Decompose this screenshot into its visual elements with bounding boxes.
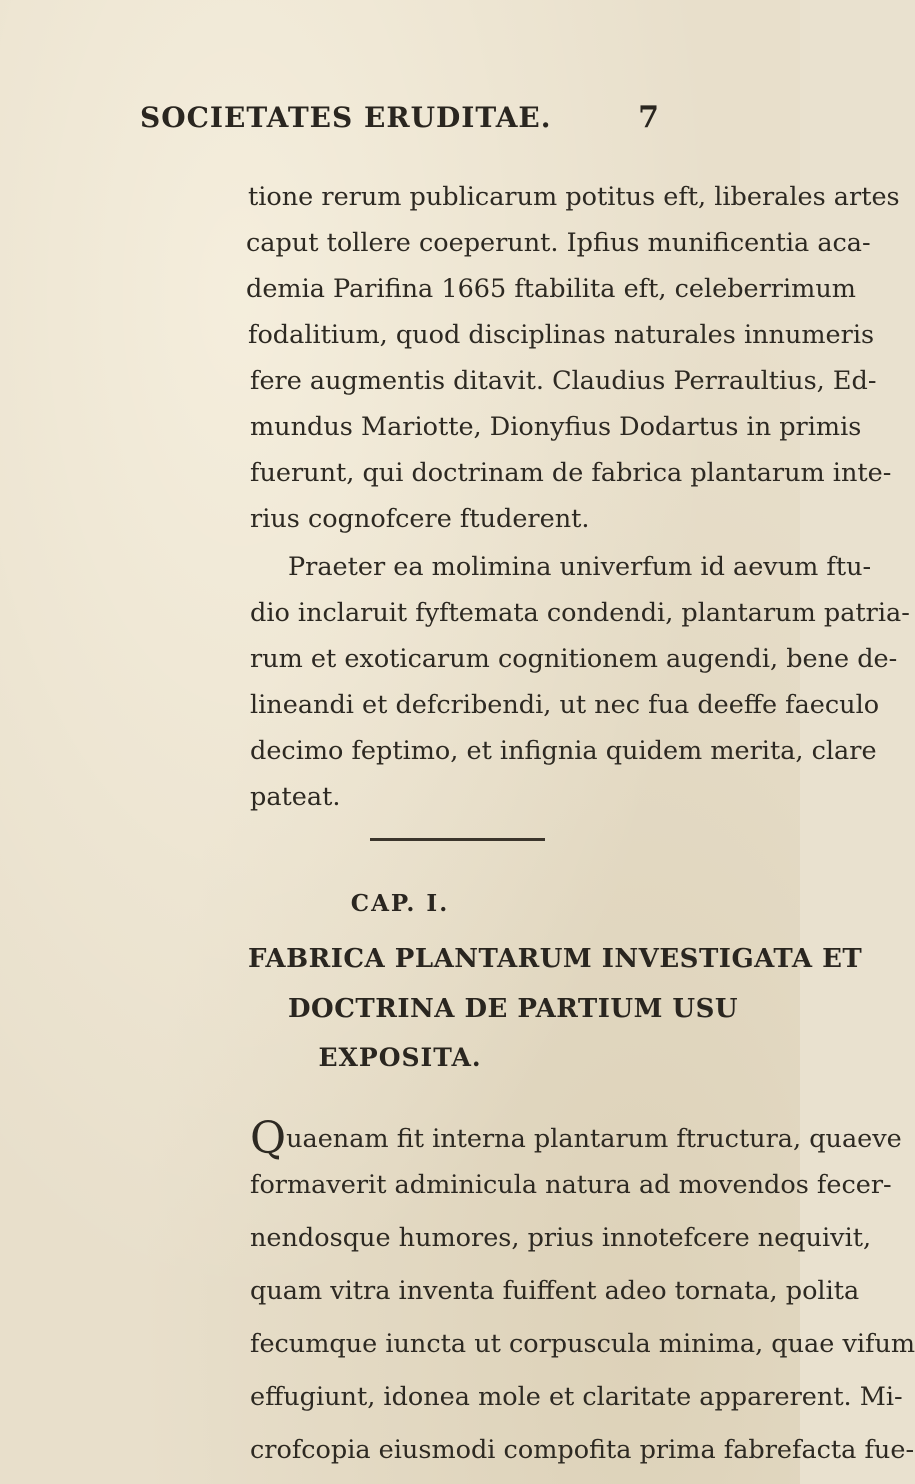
text-line: effugiunt, idonea mole et claritate apparerent. Mi- (250, 1382, 903, 1412)
text-line: fere augmentis ditavit. Claudius Perraultius, Ed- (250, 366, 877, 396)
text-line: nendosque humores, prius innotefcere nequivit, (250, 1223, 872, 1253)
chapter-heading-line3: EXPOSITA. (318, 1043, 482, 1072)
text-line: tione rerum publicarum potitus eft, liberales artes (248, 182, 900, 212)
page-number: 7 (638, 100, 660, 135)
text-line: formaverit adminicula natura ad movendos fecer- (250, 1170, 892, 1200)
first-line-text: uaenam fit interna plantarum ftructura, quaeve (286, 1124, 902, 1154)
drop-cap: Q (250, 1113, 287, 1164)
section-divider (370, 838, 545, 841)
text-line: Praeter ea molimina univerfum id aevum ftu- (288, 552, 872, 582)
text-line: quam vitra inventa fuiffent adeo tornata, polita (250, 1276, 860, 1306)
text-line: fuerunt, qui doctrinam de fabrica plantarum inte- (250, 458, 892, 488)
text-line: fodalitium, quod disciplinas naturales innumeris (248, 320, 875, 350)
text-line: dio inclaruit fyftemata condendi, plantarum patria- (250, 598, 910, 628)
text-line: decimo feptimo, et infignia quidem merita, clare (250, 736, 877, 766)
text-line: demia Parifina 1665 ftabilita eft, celeberrimum (246, 274, 856, 304)
chapter-label: CAP. I. (350, 890, 450, 917)
chapter-heading-line2: DOCTRINA DE PARTIUM USU (288, 994, 739, 1024)
running-head-title: SOCIETATES ERUDITAE. (140, 101, 552, 134)
text-line: crofcopia eiusmodi compofita prima fabrefacta fue- (250, 1435, 915, 1465)
text-line: rius cognofcere ftuderent. (250, 504, 590, 534)
text-line: mundus Mariotte, Dionyfius Dodartus in primis (250, 412, 862, 442)
chapter-heading-line1: FABRICA PLANTARUM INVESTIGATA ET (248, 944, 863, 974)
text-line: fecumque iuncta ut corpuscula minima, quae vifum (250, 1329, 915, 1359)
running-head (140, 100, 660, 135)
text-line: rum et exoticarum cognitionem augendi, bene de- (250, 644, 898, 674)
text-line: caput tollere coeperunt. Ipfius munificentia aca- (246, 228, 871, 258)
text-line-first (250, 1113, 902, 1164)
text-line: lineandi et defcribendi, ut nec fua deeffe faeculo (250, 690, 880, 720)
text-line: pateat. (250, 782, 341, 812)
